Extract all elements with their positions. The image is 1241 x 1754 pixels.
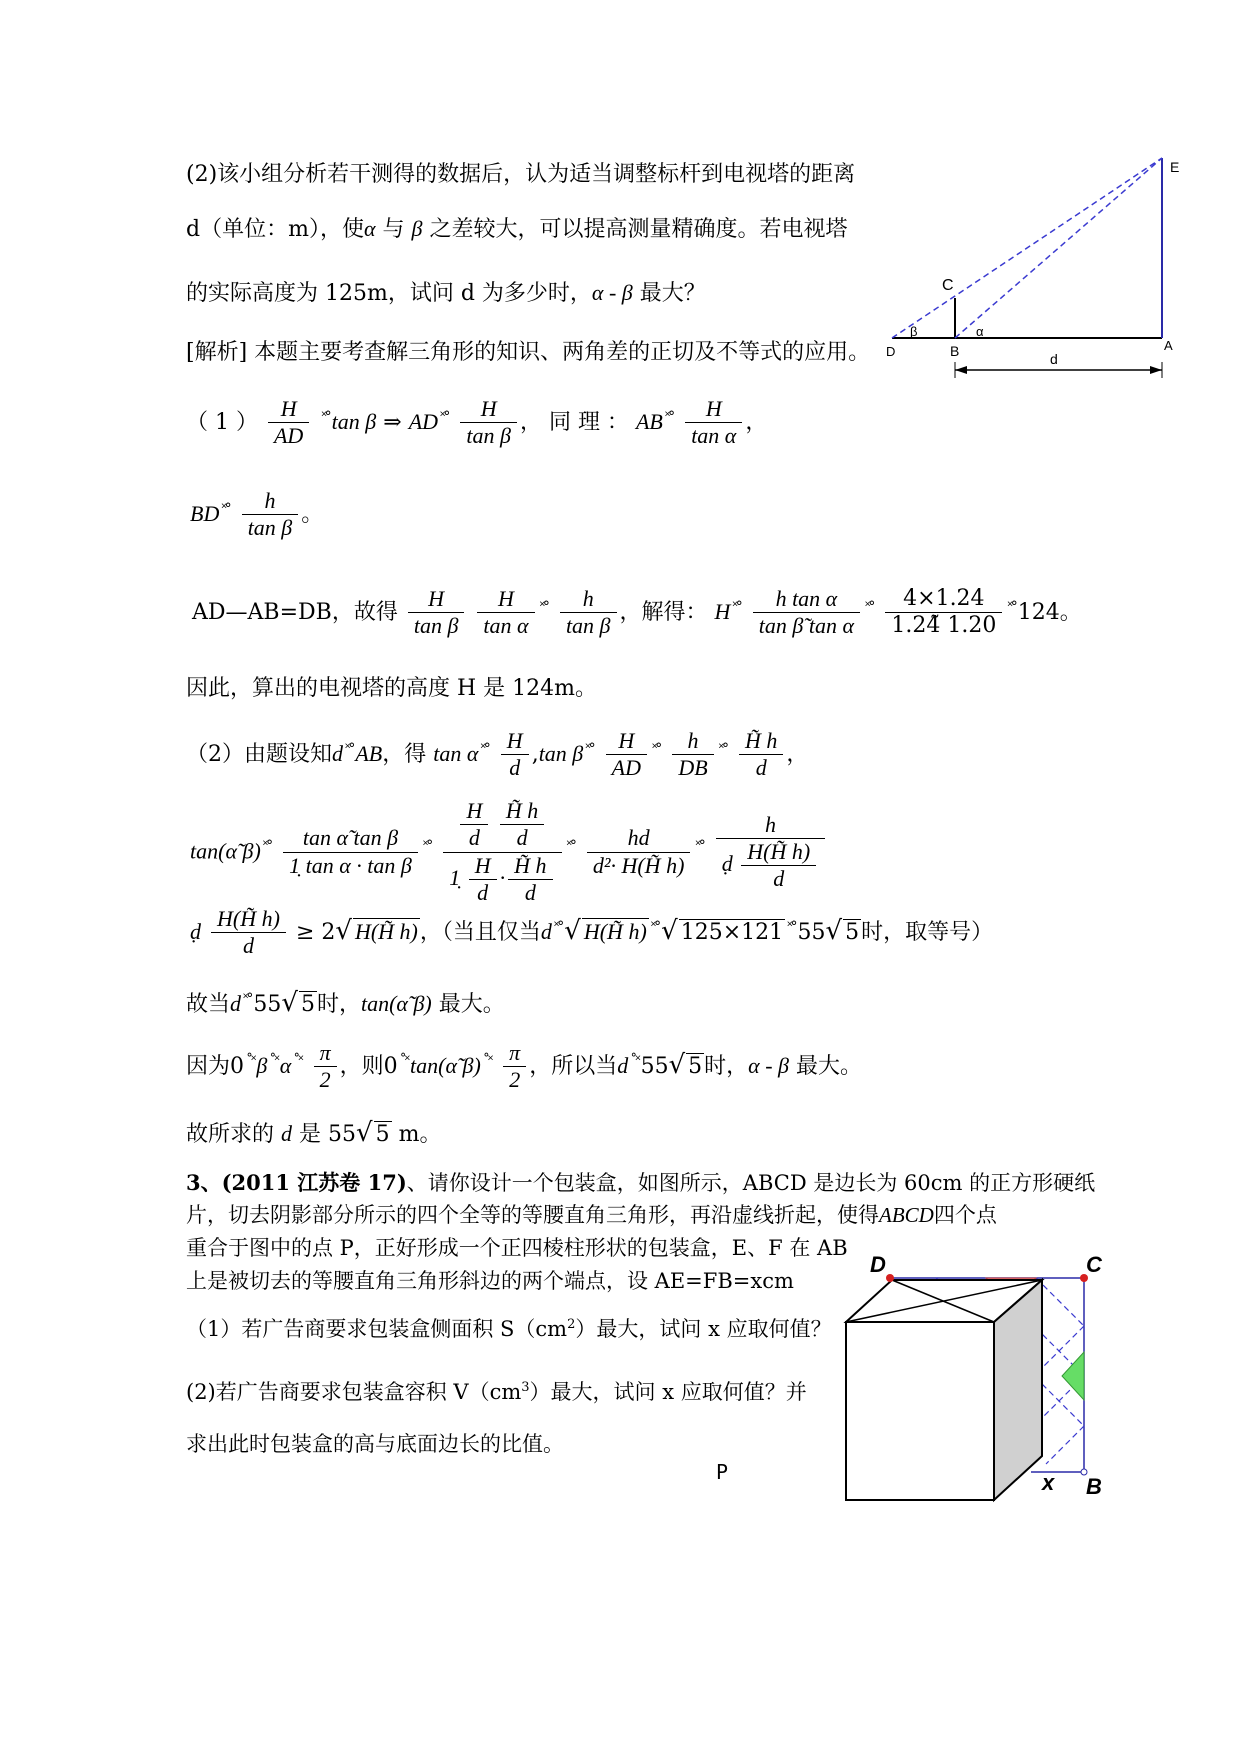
label-D: D (870, 1252, 886, 1277)
text: 的实际高度为 125m，试问 d 为多少时， (186, 281, 592, 306)
text: 最大？ (639, 281, 706, 306)
label-beta: β (910, 324, 918, 339)
tower-diagram (880, 150, 1190, 390)
final-answer-line: 故所求的 d 是 55√ 5 m。 (186, 1118, 442, 1148)
text: d（单位：m），使 (186, 217, 364, 242)
fraction: $\frac{\text{tan α̃ tan β}}{\text{1̣ tan α · tan β}}$ (283, 825, 418, 879)
fraction: $\frac{hd}{\text{d²· H(H̃ h)}}$ (587, 825, 691, 879)
fraction: $\frac{H}{AD}$ (606, 728, 647, 782)
sightline-B (955, 158, 1162, 338)
tan-difference-line: tan(α̃ β) ˟° $\frac{\text{tan α̃ tan β}}{\text{1̣ tan α · tan β}}$ ˟° $\frac{H}{d}$ $\frac{H̃ h}{d}$ 1̣ $\frac{H}{d}$ · $\frac{H̃ h}{d}$ ˟° $\frac{hd}{\text{d²· H(H̃ h)}}$ ˟° h ḍ $\frac{H(H̃ h)}{d}$ (190, 798, 828, 907)
fraction: $\frac{H}{\text{tan β}}$ (460, 396, 517, 450)
solution-part1-line: （ 1 ） $\frac{H}{AD}$ ˟°tan β ⇒ AD ˟° $\frac{H}{\text{tan β}}$ ， 同 理 ： AB ˟° $\frac{H}{\text{tan α}}$ ， (186, 396, 768, 449)
fraction: $\frac{H}{d}$ (501, 728, 529, 782)
point-D (886, 1274, 894, 1282)
fraction: $\frac{4\times 1.24}{1.24̃ 1.20}$ (885, 586, 1002, 640)
var-AB: AB (635, 408, 663, 434)
text: 与 (382, 217, 405, 242)
label-C: C (942, 277, 954, 294)
max-condition-line: 故当d ˟°55√ 5时，tan(α̃ β) 最大。 (186, 988, 505, 1018)
solution-BD-line: BD ˟° $\frac{h}{\text{tan β}}$ 。 (190, 488, 324, 541)
problem3-q1: （1）若广告商要求包装盒侧面积 $S(cm^2)$最大，试问 x 应取何值？ (186, 1317, 832, 1341)
end-dot: 。 (301, 501, 324, 527)
fraction: $\frac{h}{DB}$ (672, 728, 713, 782)
problem3-line-2: 片，切去阴影部分所示的四个全等的等腰直角三角形，再沿虚线折起，使得ABCD四个点 (186, 1203, 997, 1227)
problem3-line-3: 重合于图中的点 P，正好形成一个正四棱柱形状的包装盒，E、F 在 AB (186, 1236, 848, 1260)
point-P-label: P (716, 1460, 729, 1484)
implies-symbol: ⇒ (383, 409, 402, 435)
var-H: H (714, 598, 731, 624)
fraction: $\frac{H}{\text{tan α}}$ (685, 396, 742, 450)
label-alpha: α (976, 324, 984, 339)
var-AD: AD (408, 408, 439, 434)
alpha-minus-beta: α - β (591, 280, 633, 305)
fold-line (1036, 1278, 1084, 1326)
sightline-D (892, 158, 1162, 338)
question-line-1: (2)该小组分析若干测得的数据后，认为适当调整标杆到电视塔的距离 (186, 162, 856, 187)
fold-line (1046, 1426, 1084, 1464)
fraction: $\frac{\pi}{2}$ (314, 1040, 337, 1094)
text: 之差较大，可以提高测量精确度。若电视塔 (429, 217, 848, 242)
complex-fraction: h ḍ $\frac{H(H̃ h)}{d}$ (716, 812, 825, 893)
problem3-line-4: 上是被切去的等腰直角三角形斜边的两个端点，设 AE=FB=xcm (186, 1269, 794, 1293)
text: （2）由题设知 (186, 741, 332, 767)
box-front-face (846, 1322, 994, 1500)
label-D: D (886, 344, 896, 359)
same-reasoning: ， 同 理 ： (519, 409, 629, 435)
label-A: A (1164, 338, 1173, 353)
fraction: $\frac{H}{\text{tan α}}$ (477, 586, 534, 640)
inequality-line: ḍ $\frac{H(H̃ h)}{d}$ ≥ 2√ H(H̃ h)，（当且仅当d ˟°√ H(H̃ h) ˟°√ 125×121 ˟°55√ 5时，取等号） (190, 906, 994, 959)
text: ，解得： (619, 599, 708, 625)
fraction: $\frac{\text{h tan α}}{\text{tan β̃ tan α}}$ (753, 586, 860, 640)
problem3-header: 3、(2011 江苏卷 17) (186, 1170, 407, 1195)
complex-fraction: $\frac{H}{d}$ $\frac{H̃ h}{d}$ 1̣ $\frac{H}{d}$ · $\frac{H̃ h}{d}$ (443, 798, 561, 907)
beta-symbol: β (411, 216, 423, 241)
label-x: x (1042, 1470, 1055, 1495)
label-C: C (1086, 1252, 1102, 1277)
fraction: $\frac{h}{\text{tan β}}$ (560, 586, 617, 640)
label-d: d (1050, 351, 1058, 367)
fraction: $\frac{H̃ h}{d}$ (739, 728, 783, 782)
analysis-line: [解析] 本题主要考查解三角形的知识、两角差的正切及不等式的应用。 (186, 340, 871, 365)
range-line: 因为0 ˚˟β ˚˟α ˚˟ $\frac{\pi}{2}$ ，则0 ˚˟tan(α̃ β) ˚˟ $\frac{\pi}{2}$ ，所以当d ˚˟55√ 5时，α - β 最大。 (186, 1040, 863, 1093)
fraction: $\frac{h}{\text{tan β}}$ (242, 488, 299, 542)
label-B: B (1086, 1474, 1102, 1499)
label-B: B (950, 343, 960, 359)
conclusion-1: 因此，算出的电视塔的高度 H 是 124m。 (186, 676, 598, 701)
fraction: $\frac{\pi}{2}$ (503, 1040, 526, 1094)
question-line-3 (186, 280, 706, 307)
problem3-q2-line2: 求出此时包装盒的高与底面边长的比值。 (186, 1432, 564, 1456)
alpha-symbol: α (363, 216, 376, 241)
cut-triangle-right (1062, 1352, 1084, 1400)
fraction: $\frac{H(H̃ h)}{d}$ (211, 906, 286, 960)
result-value: 124 (1017, 599, 1060, 625)
label-E: E (1170, 159, 1180, 175)
problem3-q2: (2)若广告商要求包装盒容积 $V(cm^3)$最大，试问 x 应取何值？并 (186, 1380, 807, 1404)
part1-label: （ 1 ） (186, 409, 258, 435)
text: AD—AB=DB，故得 (192, 599, 398, 625)
problem3-line-1: 3、(2011 江苏卷 17)、请你设计一个包装盒，如图所示，ABCD 是边长为 60cm 的正方形硬纸 (186, 1170, 1096, 1195)
question-line-2 (186, 216, 848, 243)
tan-beta: tan β (331, 408, 377, 434)
solution-part2-line: （2）由题设知d ˟°AB，得 tan α ˟° $\frac{H}{d}$ ,tan β ˟° $\frac{H}{AD}$ ˟° $\frac{h}{DB}$ ˟° $\frac{H̃ h}{d}$ ， (186, 728, 809, 781)
fraction: $\frac{H}{AD}$ (268, 396, 309, 450)
fraction: $\frac{H}{\text{tan β}}$ (408, 586, 465, 640)
arrow-left (955, 366, 967, 374)
box-diagram (836, 1250, 1126, 1520)
var-BD: BD (190, 500, 220, 526)
solution-subtraction-line: AD—AB=DB，故得 $\frac{H}{\text{tan β}}$ $\frac{H}{\text{tan α}}$ ˟° $\frac{h}{\text{tan β}}$ ，解得： H ˟° $\frac{\text{h tan α}}{\text{tan β̃ tan α}}$ ˟° $\frac{4\times 1.24}{1.24̃ 1.20}$ ˟°124。 (192, 586, 1082, 639)
arrow-right (1150, 366, 1162, 374)
